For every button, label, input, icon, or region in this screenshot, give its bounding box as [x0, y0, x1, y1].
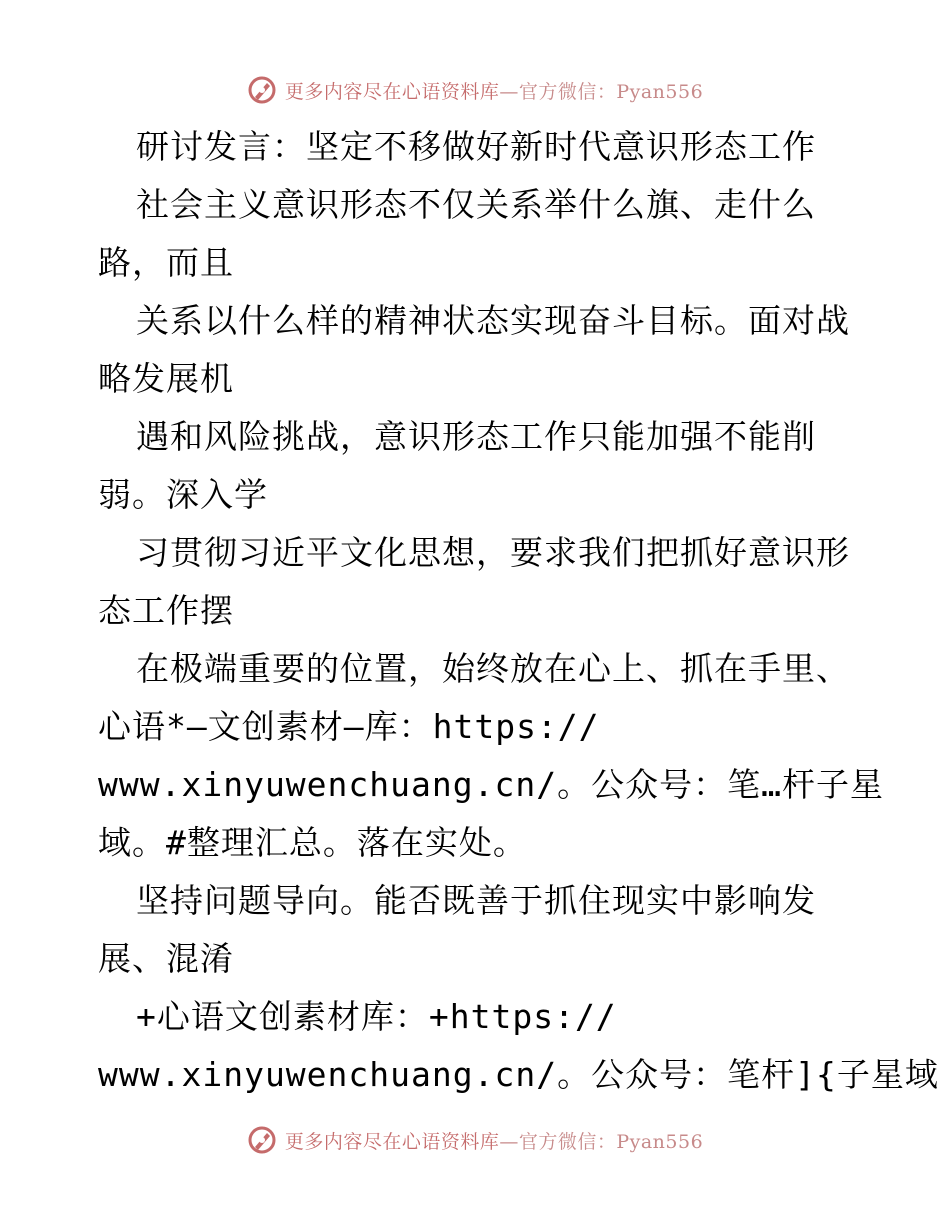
doc-line: 遇和风险挑战，意识形态工作只能加强不能削	[136, 417, 816, 456]
watermark-sub-text: —官方微信：Pyan556	[499, 1130, 704, 1153]
doc-line: www.xinyuwenchuang.cn/。公众号：笔杆]{子星域	[98, 1055, 939, 1094]
doc-line: 关系以什么样的精神状态实现奋斗目标。面对战	[136, 301, 850, 340]
doc-line: 在极端重要的位置，始终放在心上、抓在手里、	[136, 649, 850, 688]
pen-seal-logo-icon	[247, 1125, 277, 1155]
doc-line: 路，而且	[98, 243, 234, 282]
doc-line: +心语文创素材库：+https://	[136, 997, 617, 1036]
doc-line: 坚持问题导向。能否既善于抓住现实中影响发	[136, 881, 816, 920]
doc-line: 社会主义意识形态不仅关系举什么旗、走什么	[136, 185, 816, 224]
watermark-main-text: 更多内容尽在心语资料库	[284, 80, 500, 103]
watermark-sub-text: —官方微信：Pyan556	[499, 80, 704, 103]
doc-line: 心语*—文创素材—库：https://	[98, 707, 600, 746]
watermark-header	[0, 70, 950, 110]
watermark-main-text: 更多内容尽在心语资料库	[284, 1130, 500, 1153]
doc-line: 习贯彻习近平文化思想，要求我们把抓好意识形	[136, 533, 850, 572]
pen-seal-logo-icon	[247, 75, 277, 105]
document-body	[98, 118, 939, 1104]
doc-line: 略发展机	[98, 359, 234, 398]
doc-title-line: 研讨发言：坚定不移做好新时代意识形态工作	[136, 127, 816, 166]
watermark-footer	[0, 1120, 950, 1160]
doc-line: 弱。深入学	[98, 475, 268, 514]
doc-line: www.xinyuwenchuang.cn/。公众号：笔…杆子星	[98, 765, 884, 804]
doc-line: 态工作摆	[98, 591, 234, 630]
doc-line: 展、混淆	[98, 939, 234, 978]
doc-line: 域。#整理汇总。落在实处。	[98, 823, 527, 862]
